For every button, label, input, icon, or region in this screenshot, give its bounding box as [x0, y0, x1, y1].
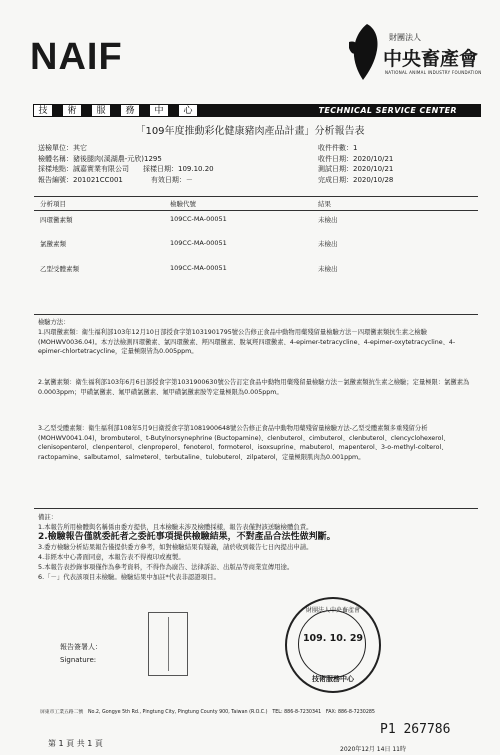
meta-line: 收件日期：2020/10/21	[318, 154, 394, 163]
meta-line: 測試日期：2020/10/21	[318, 165, 394, 173]
remarks-title: 備註：	[38, 513, 58, 521]
meta-line: 完成日期：2020/10/28	[318, 175, 394, 184]
method-title: 檢驗方法：	[38, 319, 70, 326]
logo-english: NATIONAL ANIMAL INDUSTRY FOUNDATION	[385, 70, 482, 75]
signer-block	[60, 641, 102, 667]
bar-char: 務	[120, 104, 140, 117]
col-header-item: 分析項目	[40, 200, 66, 208]
service-center-bar	[33, 104, 481, 117]
col-header-code: 檢驗代號	[170, 200, 196, 208]
divider	[34, 196, 478, 197]
meta-line: 送檢單位：其它	[38, 144, 87, 152]
bar-english: TECHNICAL SERVICE CENTER	[318, 106, 457, 115]
bar-char: 術	[62, 104, 82, 117]
table-row-code: 109CC-MA-00051	[170, 264, 227, 272]
table-row-result: 未檢出	[318, 265, 338, 273]
bar-char: 服	[91, 104, 111, 117]
naif-logo: NAIF	[30, 36, 123, 78]
table-row-item: 乙型受體素類	[40, 265, 79, 273]
method-item: 2.氯黴素類：衛生福利部103年6月6日部授食字第1031900630號公告訂定食品中動物用藥殘留量檢驗方法－氯黴素類抗生素之檢驗；定量極限：氯黴素為0.0003ppm；甲磺氯黴素、氟甲磺氯黴素、氟甲磺氯黴素胺等定量極限為0.005ppm。	[38, 379, 470, 396]
signer-cn: 報告簽署人：	[60, 643, 102, 651]
signer-en: Signature:	[60, 656, 97, 664]
meta-left	[38, 143, 214, 185]
remark-item: 1.本報告所用檢體與名稱係由委方提供，且本檢驗未涉及檢體採樣，報告表僅對該送驗檢體負責。	[38, 523, 313, 531]
stamp-bottom-text: 技術服務中心	[312, 675, 354, 683]
table-row-code: 109CC-MA-00051	[170, 239, 227, 247]
remark-item: 4.非經本中心書面同意，本報告表不得複印或複製。	[38, 553, 185, 561]
method-item: 3.乙型受體素類：衛生福利部108年5月9日衛授食字第1081900648號公告修正食品中動物用藥殘留量檢驗方法-乙型受體素類多重殘留分析(MOHWV0041.04)，brombuterol、t-Butylnorsynephrine (Buctopamine)、clenbuterol、cimbuterol、clenbuterol、clencyclohexerol、clenisopenterol、clenpenterol、clenproperol、fenoterol、formoterol、isoxsuprine、mabuterol、mapenterol、3-o-methyl-colterol、ractopamine、salbutamol、salmeterol、terbutaline、tulobuterol、zilpaterol，定量極限肌肉為0.001ppm。	[38, 425, 450, 461]
table-row-item: 四環黴素類	[40, 216, 73, 224]
remark-item: 6.「－」代表該項目未檢驗。檢驗結果中加註*代表非認證項目。	[38, 573, 220, 581]
date-stamp	[285, 597, 381, 693]
serial-number: P1 267786	[380, 722, 451, 737]
meta-line: 採樣地點：誠嘉實業有限公司 採樣日期：109.10.20	[38, 165, 214, 173]
report-title: 「109年度推動彩化健康豬肉產品計畫」分析報告表	[135, 126, 365, 137]
page-count: 第 1 頁 共 1 頁	[48, 739, 103, 748]
stamp-date: 109. 10. 29	[302, 633, 364, 644]
table-row-result: 未檢出	[318, 216, 338, 224]
table-row-result: 未檢出	[318, 240, 338, 248]
signature-seal	[148, 612, 188, 676]
meta-line: 檢體名稱：豬後腿肉(溪湖農-元欣)1295	[38, 154, 162, 163]
table-row-code: 109CC-MA-00051	[170, 215, 227, 223]
bar-char: 心	[178, 104, 198, 117]
remark-item: 5.本報告表抄錄事項僅作為參考資料，不得作為廣告、法律訴訟、出版品等商業宣傳用途。	[38, 563, 294, 571]
remark-item: 3.委方檢驗分析結果報告僅提供委方參考，如對檢驗結果有疑義，請於收到報告七日內提出申請。	[38, 543, 313, 551]
logo-small-text: 財團法人	[389, 33, 421, 42]
col-header-result: 結果	[318, 200, 331, 208]
footer-address: 屏東市工業五路二號 No.2, Gongye 5th Rd., Pingtung City, Pingtung County 900, Taiwan (R.O.C.) TEL: 886-8-7230341 FAX: 886-8-7230285	[40, 710, 375, 715]
divider	[34, 210, 478, 211]
bar-char: 技	[33, 104, 53, 117]
print-timestamp: 2020年12月 14日 11時	[340, 746, 406, 753]
taiwan-map-icon	[345, 22, 385, 82]
remarks-block	[38, 512, 478, 582]
meta-line: 收件件數：1	[318, 144, 358, 152]
meta-line: 報告編號：201021CC001 有效日期：－	[38, 175, 193, 184]
logo-name: 中央畜產會	[383, 48, 479, 70]
stamp-top-text: 財團法人中央畜產會	[305, 607, 360, 614]
divider	[34, 314, 478, 315]
bar-chars	[33, 104, 207, 117]
divider	[34, 508, 478, 509]
foundation-logo	[345, 18, 485, 90]
bar-char: 中	[149, 104, 169, 117]
meta-right	[318, 143, 393, 185]
method-item: 1.四環黴素類：衛生福利部103年12月10日部授食字第1031901795號公告修正食品中動物用藥殘留量檢驗方法－四環黴素類抗生素之檢驗(MOHWV0036.04)。本方法檢測四環黴素、氯四環黴素、羥四環黴素、脫氧羥四環黴素、4-epimer-tetracycline、4-epimer-oxytetracycline、4-epimer-chlortetracycline，定量極限皆為0.005ppm。	[38, 329, 456, 356]
table-row-item: 氯黴素類	[40, 240, 66, 248]
remark-item-emphasis: 2.檢驗報告僅就委託者之委託事項提供檢驗結果，不對產品合法性做判斷。	[38, 532, 336, 542]
